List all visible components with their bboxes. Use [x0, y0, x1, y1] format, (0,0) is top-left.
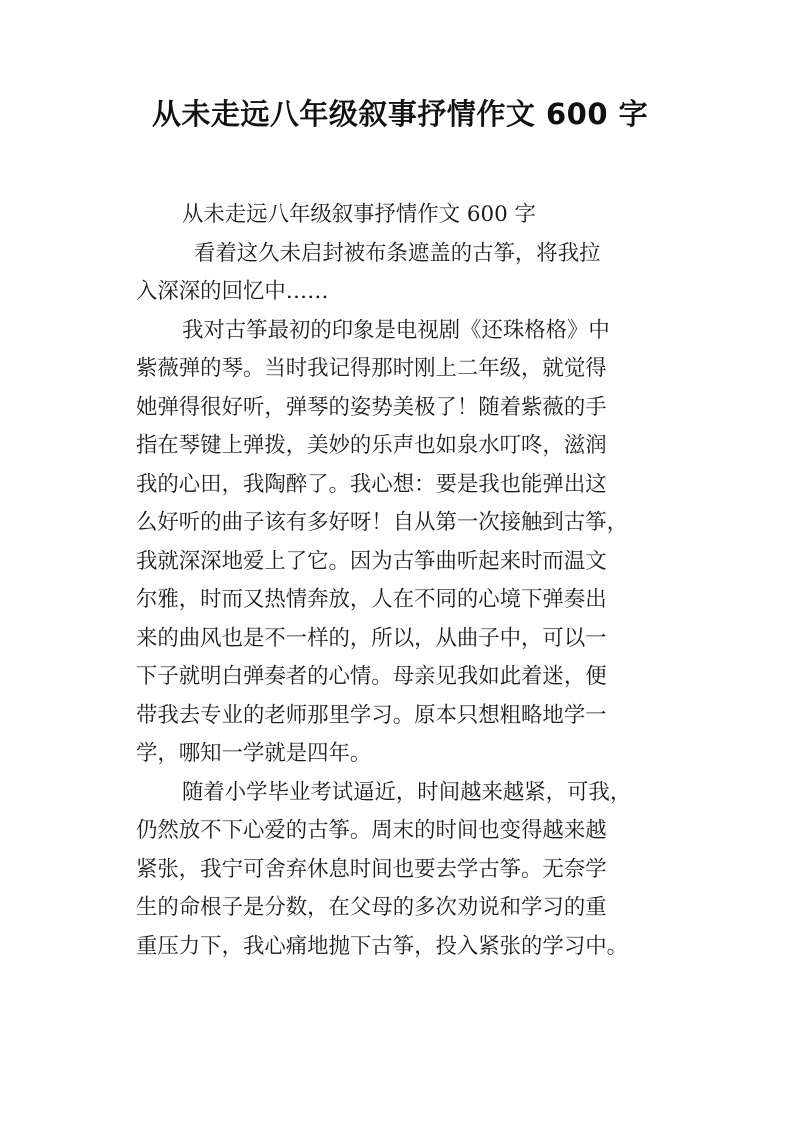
text-line: 入深深的回忆中……	[136, 279, 329, 304]
text-line: 下子就明白弹奏者的心情。母亲见我如此着迷，便	[136, 664, 607, 689]
text-line: 么好听的曲子该有多好呀！自从第一次接触到古筝，	[136, 510, 628, 535]
text-line: 指在琴键上弹拨，美妙的乐声也如泉水叮咚，滋润	[136, 433, 607, 458]
text-line: 仍然放不下心爱的古筝。周末的时间也变得越来越	[136, 818, 607, 843]
text-line: 她弹得很好听，弹琴的姿势美极了！随着紫薇的手	[136, 394, 607, 420]
text-line: 看着这久未启封被布条遮盖的古筝，将我拉	[194, 240, 601, 266]
text-line: 我就深深地爱上了它。因为古筝曲听起来时而温文	[136, 548, 607, 574]
document-title: 从未走远八年级叙事抒情作文 600 字	[151, 97, 649, 131]
text-line: 学，哪知一学就是四年。	[136, 741, 372, 766]
text-line: 生的命根子是分数，在父母的多次劝说和学习的重	[136, 895, 607, 920]
text-line: 随着小学毕业考试逼近，时间越来越紧，可我，	[182, 779, 632, 805]
subtitle-line: 从未走远八年级叙事抒情作文 600 字	[182, 202, 536, 227]
document-body	[136, 196, 676, 966]
text-line: 紧张，我宁可舍弃休息时间也要去学古筝。无奈学	[136, 856, 607, 882]
text-line: 来的曲风也是不一样的，所以，从曲子中，可以一	[136, 625, 607, 651]
text-line: 我对古筝最初的印象是电视剧《还珠格格》中	[182, 317, 610, 343]
text-line: 尔雅，时而又热情奔放，人在不同的心境下弹奏出	[136, 587, 607, 612]
text-line: 重压力下，我心痛地抛下古筝，投入紧张的学习中。	[136, 933, 628, 959]
text-line: 我的心田，我陶醉了。我心想：要是我也能弹出这	[136, 471, 607, 497]
text-line: 带我去专业的老师那里学习。原本只想粗略地学一	[136, 702, 607, 728]
text-line: 紫薇弹的琴。当时我记得那时刚上二年级，就觉得	[136, 356, 607, 381]
